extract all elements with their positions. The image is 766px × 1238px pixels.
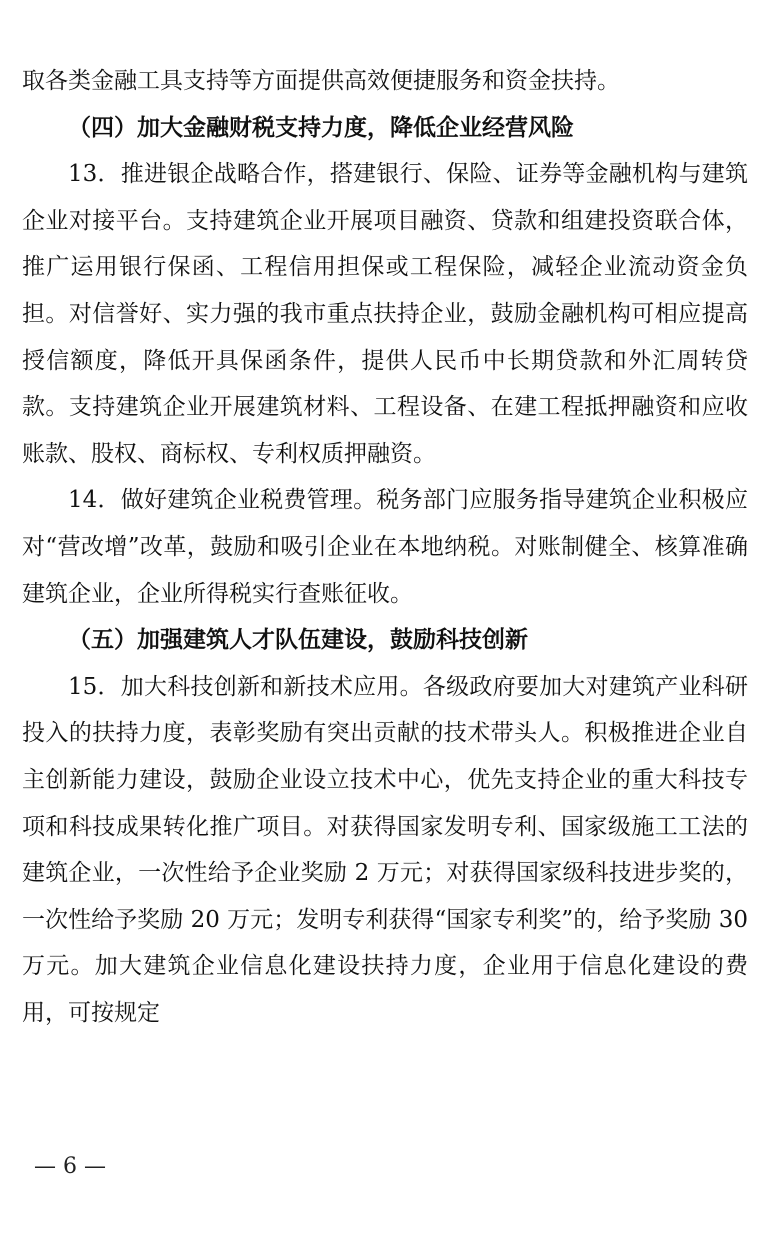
paragraph-14: 14．做好建筑企业税费管理。税务部门应服务指导建筑企业积极应对“营改增”改革，鼓励和吸引企业在本地纳税。对账制健全、核算准确建筑企业，企业所得税实行查账征收。 <box>22 487 748 607</box>
section-heading-4: （四）加大金融财税支持力度，降低企业经营风险 <box>68 114 574 141</box>
section-heading-5: （五）加强建筑人才队伍建设，鼓励科技创新 <box>68 627 528 654</box>
body-text <box>22 58 748 1036</box>
paragraph-13: 13．推进银企战略合作，搭建银行、保险、证券等金融机构与建筑企业对接平台。支持建筑企业开展项目融资、贷款和组建投资联合体，推广运用银行保函、工程信用担保或工程保险，减轻企业流动资金负担。对信誉好、实力强的我市重点扶持企业，鼓励金融机构可相应提高授信额度，降低开具保函条件，提供人民币中长期贷款和外汇周转贷款。支持建筑企业开展建筑材料、工程设备、在建工程抵押融资和应收账款、股权、商标权、专利权质押融资。 <box>22 161 748 467</box>
paragraph-15: 15．加大科技创新和新技术应用。各级政府要加大对建筑产业科研投入的扶持力度，表彰奖励有突出贡献的技术带头人。积极推进企业自主创新能力建设，鼓励企业设立技术中心，优先支持企业的重大科技专项和科技成果转化推广项目。对获得国家发明专利、国家级施工工法的建筑企业，一次性给予企业奖励 2 万元；对获得国家级科技进步奖的，一次性给予奖励 20 万元；发明专利获得“国家专利奖”的，给予奖励 30 万元。加大建筑企业信息化建设扶持力度，企业用于信息化建设的费用，可按规定 <box>22 673 748 1026</box>
paragraph-continuation: 取各类金融工具支持等方面提供高效便捷服务和资金扶持。 <box>22 68 620 94</box>
page-number: — 6 — <box>34 1154 106 1179</box>
